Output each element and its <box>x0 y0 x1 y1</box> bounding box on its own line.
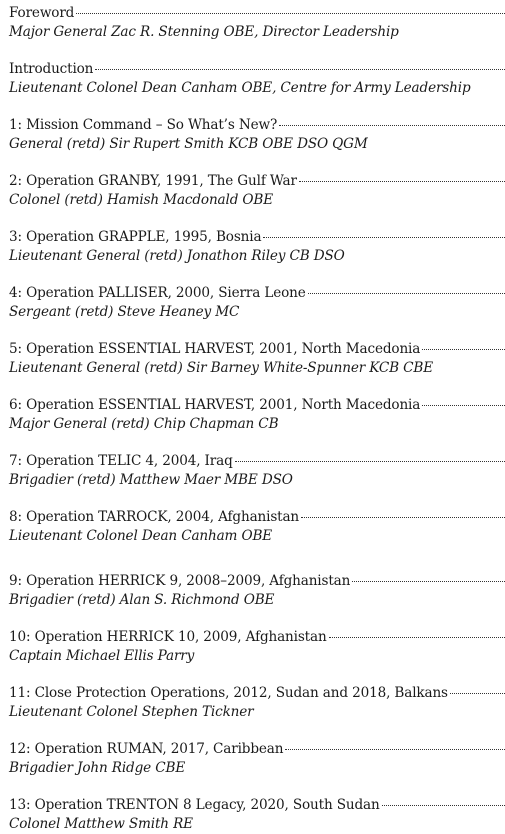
entry-title: 10: Operation HERRICK 10, 2009, Afghanistan <box>9 629 327 645</box>
entry-author: Sergeant (retd) Steve Heaney MC <box>9 304 240 320</box>
toc-entry-chapter-1 <box>9 116 505 154</box>
entry-title: 4: Operation PALLISER, 2000, Sierra Leone <box>9 285 306 301</box>
entry-title: 1: Mission Command – So What’s New? <box>9 117 278 133</box>
dot-leader <box>279 124 505 126</box>
toc-entry-chapter-5 <box>9 340 505 378</box>
entry-author: Major General (retd) Chip Chapman CB <box>9 416 279 432</box>
dot-leader <box>95 68 505 70</box>
entry-author: Lieutenant General (retd) Sir Barney White-Spunner KCB CBE <box>9 360 433 376</box>
entry-title: 8: Operation TARROCK, 2004, Afghanistan <box>9 509 300 525</box>
entry-title: Introduction <box>9 61 94 77</box>
entry-author: Lieutenant Colonel Dean Canham OBE, Centre for Army Leadership <box>9 80 471 96</box>
entry-title: 5: Operation ESSENTIAL HARVEST, 2001, North Macedonia <box>9 341 421 357</box>
entry-author: Brigadier John Ridge CBE <box>9 760 186 776</box>
entry-author: Major General Zac R. Stenning OBE, Director Leadership <box>9 24 399 40</box>
entry-author: Colonel Matthew Smith RE <box>9 816 193 832</box>
entry-title: 3: Operation GRAPPLE, 1995, Bosnia <box>9 229 262 245</box>
toc-entry-foreword <box>9 4 505 42</box>
dot-leader <box>285 748 505 750</box>
toc-entry-chapter-8 <box>9 508 505 546</box>
entry-author: Lieutenant General (retd) Jonathon Riley CB DSO <box>9 248 345 264</box>
entry-author: Brigadier (retd) Alan S. Richmond OBE <box>9 592 275 608</box>
dot-leader <box>329 636 505 638</box>
toc-entry-chapter-11 <box>9 684 505 722</box>
toc-entry-chapter-9 <box>9 572 505 610</box>
dot-leader <box>352 580 505 582</box>
toc-entry-chapter-2 <box>9 172 505 210</box>
entry-author: Captain Michael Ellis Parry <box>9 648 195 664</box>
dot-leader <box>299 180 505 182</box>
entry-author: General (retd) Sir Rupert Smith KCB OBE DSO QGM <box>9 136 368 152</box>
dot-leader <box>301 516 505 518</box>
toc-entry-chapter-4 <box>9 284 505 322</box>
entry-author: Lieutenant Colonel Stephen Tickner <box>9 704 254 720</box>
entry-title: 13: Operation TRENTON 8 Legacy, 2020, South Sudan <box>9 797 380 813</box>
entry-author: Colonel (retd) Hamish Macdonald OBE <box>9 192 274 208</box>
dot-leader <box>382 804 505 806</box>
entry-title: 7: Operation TELIC 4, 2004, Iraq <box>9 453 233 469</box>
dot-leader <box>422 404 505 406</box>
toc-entry-chapter-6 <box>9 396 505 434</box>
dot-leader <box>450 692 505 694</box>
entry-author: Lieutenant Colonel Dean Canham OBE <box>9 528 273 544</box>
entry-author: Brigadier (retd) Matthew Maer MBE DSO <box>9 472 293 488</box>
entry-title: 6: Operation ESSENTIAL HARVEST, 2001, North Macedonia <box>9 397 421 413</box>
dot-leader <box>422 348 505 350</box>
dot-leader <box>263 236 505 238</box>
toc-entry-introduction <box>9 60 505 98</box>
entry-title: 9: Operation HERRICK 9, 2008–2009, Afghanistan <box>9 573 351 589</box>
toc-entry-chapter-3 <box>9 228 505 266</box>
dot-leader <box>308 292 505 294</box>
entry-title: 12: Operation RUMAN, 2017, Caribbean <box>9 741 284 757</box>
entry-title: 11: Close Protection Operations, 2012, Sudan and 2018, Balkans <box>9 685 448 701</box>
toc-entry-chapter-7 <box>9 452 505 490</box>
dot-leader <box>76 12 505 14</box>
entry-title: 2: Operation GRANBY, 1991, The Gulf War <box>9 173 297 189</box>
toc-entry-chapter-10 <box>9 628 505 666</box>
dot-leader <box>235 460 505 462</box>
toc-entry-chapter-13 <box>9 796 505 834</box>
toc-entry-chapter-12 <box>9 740 505 778</box>
entry-title: Foreword <box>9 5 75 21</box>
